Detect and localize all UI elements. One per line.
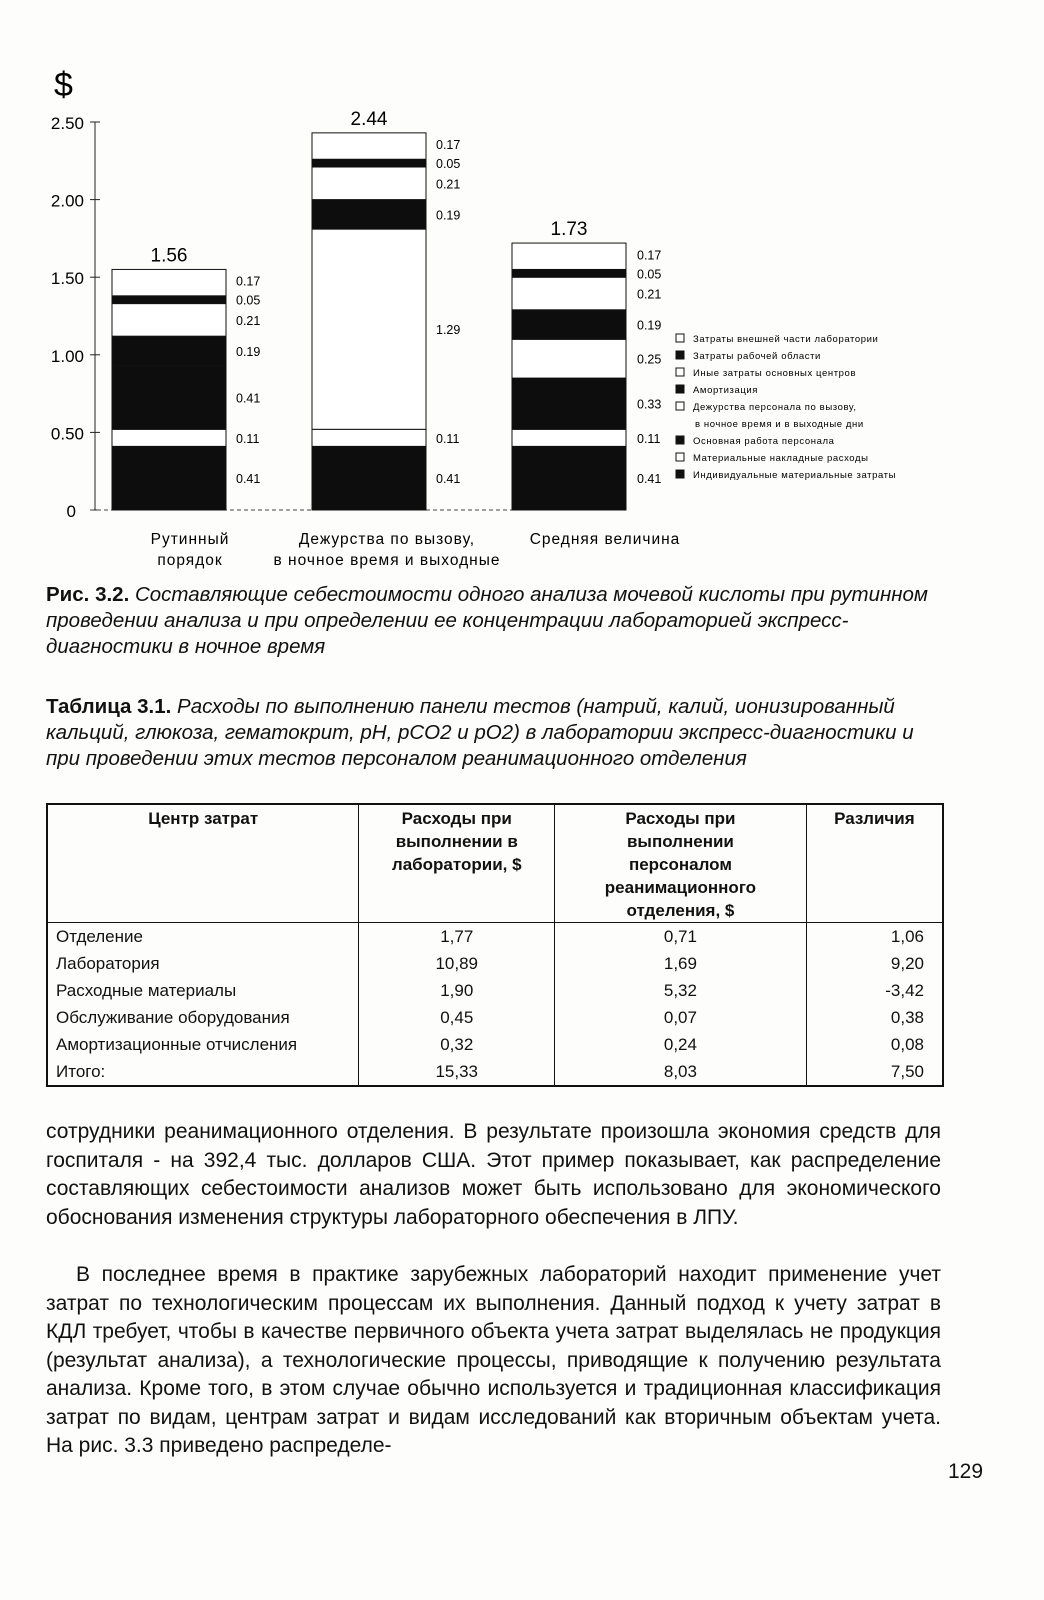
bar-segment bbox=[312, 429, 426, 446]
stacked-bar-chart bbox=[0, 0, 1044, 575]
bar-total-label: 2.44 bbox=[350, 108, 388, 130]
segment-value-label: 0.33 bbox=[637, 397, 662, 412]
table-cell: 0,08 bbox=[806, 1031, 943, 1058]
legend-label: Затраты внешней части лаборатории bbox=[693, 334, 879, 345]
table-cell: 9,20 bbox=[806, 950, 943, 977]
bar-segment bbox=[512, 429, 626, 446]
bar-segment bbox=[312, 446, 426, 510]
x-category-label: порядок bbox=[157, 552, 223, 569]
segment-value-label: 0.17 bbox=[436, 138, 461, 153]
table-cell: 1,77 bbox=[359, 923, 555, 951]
table-cell: Лаборатория bbox=[47, 950, 359, 977]
segment-value-label: 0.41 bbox=[236, 472, 261, 487]
table-cell: 0,32 bbox=[359, 1031, 555, 1058]
table-cell: 5,32 bbox=[555, 977, 807, 1004]
bar-total-label: 1.73 bbox=[550, 219, 588, 241]
table-cell: 10,89 bbox=[359, 950, 555, 977]
table-row bbox=[47, 1058, 943, 1086]
table-cell: 1,69 bbox=[555, 950, 807, 977]
bar-total-label: 1.56 bbox=[150, 245, 188, 267]
table-cell: 8,03 bbox=[555, 1058, 807, 1086]
segment-value-label: 0.41 bbox=[436, 472, 461, 487]
segment-value-label: 0.05 bbox=[436, 157, 461, 172]
bar-segment bbox=[112, 269, 226, 295]
segment-value-label: 0.21 bbox=[436, 177, 461, 192]
table-cell: 15,33 bbox=[359, 1058, 555, 1086]
table-caption-text: Расходы по выполнению панели тестов (натрий, калий, ионизированный кальций, глюкоза, гематокрит, pH, pCO2 и pO2) в лаборатории экспресс-диагностики и при проведении этих тестов персоналом реанимационного отделения bbox=[46, 695, 914, 770]
segment-value-label: 0.19 bbox=[236, 344, 261, 359]
legend-label: в ночное время и в выходные дни bbox=[695, 419, 864, 430]
table-header-row bbox=[47, 804, 943, 923]
x-category-label: в ночное время и выходные bbox=[273, 552, 501, 569]
bar-segment bbox=[112, 296, 226, 304]
table-cell: Отделение bbox=[47, 923, 359, 951]
bar-segment bbox=[112, 446, 226, 510]
table-cell: 0,71 bbox=[555, 923, 807, 951]
table-header-cost-center: Центр затрат bbox=[47, 804, 359, 923]
segment-value-label: 0.05 bbox=[236, 293, 261, 308]
x-category-label: Рутинный bbox=[150, 531, 230, 548]
body-paragraph: В последнее время в практике зарубежных лабораторий находит применение учет затрат по технологическим процессам их выполнения. Данный подход к учету затрат в КДЛ требует, чтобы в качестве первичного объекта учета затрат выделялась не продукция (результат анализа), а технологические процессы, приводящие к получению результата анализа. Кроме того, в этом случае обычно используется и традиционная классификация затрат по видам, центрам затрат и видам исследований как вторичным объектам учета. На рис. 3.3 приведено распределе- bbox=[46, 1263, 941, 1457]
y-tick-label: 1.50 bbox=[50, 269, 84, 289]
figure-caption-text: Составляющие себестоимости одного анализа мочевой кислоты при рутинном проведении анализа и при определении ее концентрации лабораторией экспресс-диагностики в ночное время bbox=[46, 583, 928, 658]
table-cell: Расходные материалы bbox=[47, 977, 359, 1004]
table-cell: Обслуживание оборудования bbox=[47, 1004, 359, 1031]
table-cell: 0,24 bbox=[555, 1031, 807, 1058]
bar-segment bbox=[312, 200, 426, 229]
y-tick-label: 1.00 bbox=[50, 346, 84, 366]
bar-segment bbox=[512, 378, 626, 429]
table-cell: 1,06 bbox=[806, 923, 943, 951]
bar-segment bbox=[112, 336, 226, 365]
segment-value-label: 0.11 bbox=[436, 431, 460, 446]
segment-value-label: 0.17 bbox=[637, 248, 662, 263]
cost-table bbox=[46, 803, 944, 1087]
bar-segment bbox=[512, 339, 626, 378]
bar-segment bbox=[512, 243, 626, 269]
table-row bbox=[47, 977, 943, 1004]
segment-value-label: 0.19 bbox=[637, 318, 662, 333]
bar-segment bbox=[312, 133, 426, 159]
segment-value-label: 0.21 bbox=[236, 313, 261, 328]
y-tick-label: 2.50 bbox=[50, 114, 84, 133]
bar-segment bbox=[312, 159, 426, 167]
segment-value-label: 0.11 bbox=[637, 431, 661, 446]
table-cell: 0,38 bbox=[806, 1004, 943, 1031]
legend-label: Амортизация bbox=[693, 385, 759, 396]
segment-value-label: 0.05 bbox=[637, 267, 662, 282]
table-header-icu-cost: Расходы при выполнении персоналом реанимационного отделения, $ bbox=[555, 804, 807, 923]
legend-label: Иные затраты основных центров bbox=[693, 368, 857, 379]
segment-value-label: 0.21 bbox=[637, 287, 662, 302]
table-caption-label: Таблица 3.1. bbox=[46, 695, 172, 718]
bar-segment bbox=[112, 366, 226, 430]
table-cell: 7,50 bbox=[806, 1058, 943, 1086]
bar-segment bbox=[112, 304, 226, 337]
bar-segment bbox=[512, 269, 626, 277]
table-cell: 0,07 bbox=[555, 1004, 807, 1031]
table-row bbox=[47, 1031, 943, 1058]
legend-label: Индивидуальные материальные затраты bbox=[693, 470, 897, 481]
y-tick-label: 0.50 bbox=[50, 424, 84, 444]
y-tick-label: 0 bbox=[66, 502, 76, 521]
legend-marker bbox=[676, 334, 684, 342]
x-category-label: Дежурства по вызову, bbox=[298, 531, 476, 548]
legend-label: Основная работа персонала bbox=[693, 436, 835, 447]
segment-value-label: 0.19 bbox=[436, 208, 461, 223]
legend-label: Дежурства персонала по вызову, bbox=[693, 402, 857, 413]
bar-segment bbox=[112, 429, 226, 446]
legend-label: Затраты рабочей области bbox=[693, 351, 821, 362]
legend-marker bbox=[676, 385, 684, 393]
y-tick-label: 2.00 bbox=[50, 191, 84, 211]
x-category-label: Средняя величина bbox=[529, 531, 681, 548]
bar-segment bbox=[512, 277, 626, 310]
table-header-difference: Различия bbox=[806, 804, 943, 923]
legend-marker bbox=[676, 402, 684, 410]
table-cell: 1,90 bbox=[359, 977, 555, 1004]
body-paragraph: сотрудники реанимационного отделения. В результате произошла экономия средств для госпиталя - на 392,4 тыс. долларов США. Этот пример показывает, как распределение составляющих себестоимости анализов может быть использовано для экономического обоснования изменения структуры лабораторного обеспечения в ЛПУ. bbox=[46, 1120, 941, 1229]
page-number: 129 bbox=[948, 1460, 984, 1483]
legend-marker bbox=[676, 453, 684, 461]
table-row bbox=[47, 923, 943, 951]
table-cell: 0,45 bbox=[359, 1004, 555, 1031]
legend-marker bbox=[676, 368, 684, 376]
table-header-lab-cost: Расходы при выполнении в лаборатории, $ bbox=[359, 804, 555, 923]
segment-value-label: 0.41 bbox=[637, 472, 662, 487]
table-cell: -3,42 bbox=[806, 977, 943, 1004]
figure-caption bbox=[46, 582, 946, 660]
segment-value-label: 0.41 bbox=[236, 391, 261, 406]
segment-value-label: 1.29 bbox=[436, 323, 461, 338]
bar-segment bbox=[312, 229, 426, 429]
segment-value-label: 0.25 bbox=[637, 352, 662, 367]
bar-segment bbox=[512, 446, 626, 510]
legend-marker bbox=[676, 436, 684, 444]
legend-marker bbox=[676, 470, 684, 478]
legend-label: Материальные накладные расходы bbox=[693, 453, 869, 464]
currency-symbol: $ bbox=[54, 66, 73, 104]
bar-segment bbox=[512, 310, 626, 339]
table-caption bbox=[46, 694, 946, 772]
legend-marker bbox=[676, 351, 684, 359]
table-cell: Итого: bbox=[47, 1058, 359, 1086]
bar-segment bbox=[312, 167, 426, 200]
table-row bbox=[47, 950, 943, 977]
figure-caption-label: Рис. 3.2. bbox=[46, 583, 130, 606]
table-row bbox=[47, 1004, 943, 1031]
segment-value-label: 0.11 bbox=[236, 431, 260, 446]
segment-value-label: 0.17 bbox=[236, 274, 261, 289]
table-cell: Амортизационные отчисления bbox=[47, 1031, 359, 1058]
